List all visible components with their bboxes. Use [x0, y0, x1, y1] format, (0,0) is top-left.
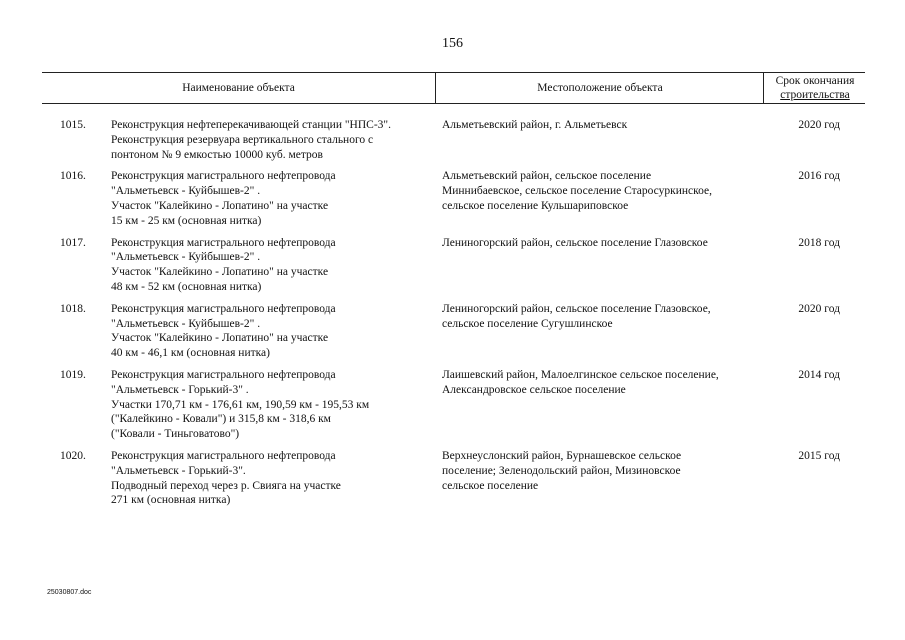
row-object-location: [442, 169, 762, 213]
table-row: [0, 449, 905, 508]
object-name-line: Участок "Калейкино - Лопатино" на участке: [111, 199, 329, 212]
row-completion-deadline: 2018 год: [798, 236, 840, 249]
header-deadline-line1: Срок окончания: [775, 75, 855, 87]
object-name-line: Реконструкция магистрального нефтепровода: [111, 236, 336, 249]
table-row: [0, 302, 905, 361]
object-location-line: Альметьевский район, г. Альметьевск: [442, 119, 628, 131]
table-row: [0, 368, 905, 442]
object-name-line: "Альметьевск - Горький-3" .: [111, 383, 249, 396]
object-name-line: Реконструкция магистрального нефтепровода: [111, 170, 336, 183]
object-location-line: сельское поселение Сугушлинское: [442, 317, 613, 330]
row-number: 1017.: [60, 236, 86, 249]
page-number: 156: [442, 36, 463, 51]
row-object-name: [111, 169, 436, 228]
document-footer: 25030807.doc: [47, 589, 92, 596]
object-name-line: Реконструкция магистрального нефтепровода: [111, 368, 336, 381]
row-object-location: [442, 236, 762, 251]
table-row: [0, 169, 905, 228]
header-object-name: Наименование объекта: [182, 82, 295, 94]
row-number: 1018.: [60, 302, 86, 315]
object-name-line: Реконструкция магистрального нефтепровода: [111, 449, 336, 462]
object-name-line: Реконструкция магистрального нефтепровода: [111, 302, 336, 315]
row-object-location: [442, 302, 762, 332]
object-location-line: Миннибаевское, сельское поселение Старосуркинское,: [442, 185, 712, 198]
object-name-line: Реконструкция нефтеперекачивающей станции "НПС-3".: [111, 119, 391, 131]
object-name-line: 48 км - 52 км (основная нитка): [111, 280, 262, 293]
object-name-line: понтоном № 9 емкостью 10000 куб. метров: [111, 148, 323, 161]
object-location-line: поселение; Зеленодольский район, Мизиновское: [442, 464, 681, 477]
object-name-line: 271 км (основная нитка): [111, 494, 231, 507]
object-name-line: ("Калейкино - Ковали") и 315,8 км - 318,6 км: [111, 413, 331, 426]
row-completion-deadline: 2020 год: [798, 302, 840, 315]
object-location-line: Альметьевский район, сельское поселение: [442, 170, 652, 183]
row-completion-deadline: 2016 год: [798, 170, 840, 183]
object-name-line: Участок "Калейкино - Лопатино" на участке: [111, 332, 329, 345]
object-name-line: 40 км - 46,1 км (основная нитка): [111, 347, 270, 360]
table-header: [42, 72, 865, 104]
row-object-location: [442, 368, 762, 398]
object-name-line: Участки 170,71 км - 176,61 км, 190,59 км - 195,53 км: [111, 398, 370, 411]
object-location-line: сельское поселение Кульшариповское: [442, 199, 629, 212]
table-row: [0, 236, 905, 295]
object-name-line: Участок "Калейкино - Лопатино" на участке: [111, 266, 329, 279]
object-name-line: "Альметьевск - Горький-3".: [111, 464, 246, 477]
object-name-line: Реконструкция резервуара вертикального стального с: [111, 133, 374, 146]
row-number: 1019.: [60, 368, 86, 381]
header-object-location: Местоположение объекта: [435, 73, 764, 103]
row-object-name: [111, 368, 436, 442]
row-object-name: [111, 449, 436, 508]
object-location-line: Лениногорский район, сельское поселение Глазовское,: [442, 302, 711, 315]
row-object-name: [111, 118, 436, 162]
row-object-location: [442, 449, 762, 493]
row-number: 1020.: [60, 449, 86, 462]
table-row: [0, 118, 905, 162]
header-deadline-line2: строительства: [780, 89, 850, 101]
object-name-line: "Альметьевск - Куйбышев-2" .: [111, 185, 261, 198]
table-body: [0, 118, 905, 515]
object-location-line: Верхнеуслонский район, Бурнашевское сельское: [442, 449, 682, 462]
row-object-name: [111, 302, 436, 361]
row-completion-deadline: 2020 год: [798, 119, 840, 131]
object-name-line: ("Ковали - Тиньговатово"): [111, 428, 240, 441]
object-name-line: "Альметьевск - Куйбышев-2" .: [111, 251, 261, 264]
row-object-location: [442, 118, 762, 133]
object-name-line: 15 км - 25 км (основная нитка): [111, 214, 262, 227]
object-location-line: сельское поселение: [442, 479, 539, 492]
header-completion-deadline: [763, 73, 866, 103]
row-number: 1016.: [60, 170, 86, 183]
row-completion-deadline: 2014 год: [798, 368, 840, 381]
row-number: 1015.: [60, 119, 86, 131]
row-completion-deadline: 2015 год: [798, 449, 840, 462]
row-object-name: [111, 236, 436, 295]
object-name-line: "Альметьевск - Куйбышев-2" .: [111, 317, 261, 330]
object-location-line: Лениногорский район, сельское поселение Глазовское: [442, 236, 708, 249]
object-name-line: Подводный переход через р. Свияга на участке: [111, 479, 341, 492]
object-location-line: Лаишевский район, Малоелгинское сельское поселение,: [442, 368, 719, 381]
object-location-line: Александровское сельское поселение: [442, 383, 626, 396]
